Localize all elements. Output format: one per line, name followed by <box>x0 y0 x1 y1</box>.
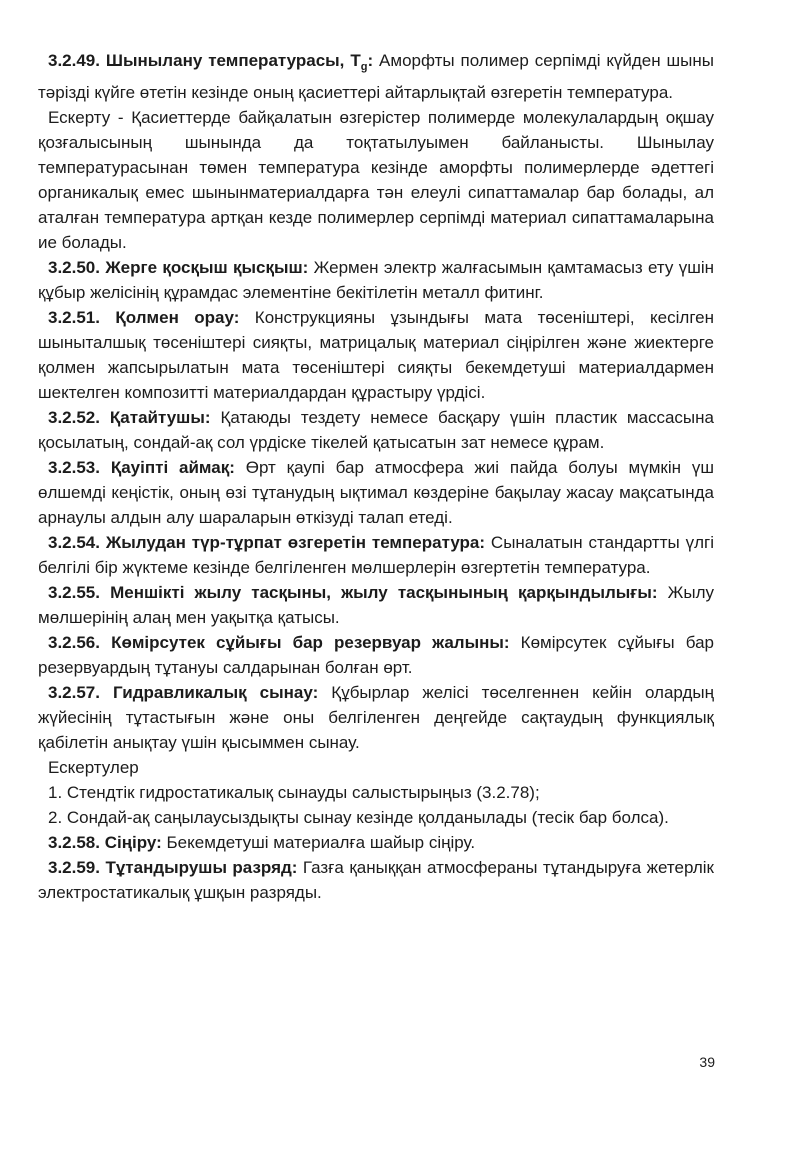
entry-term: Меншікті жылу тасқыны, жылу тасқынының қарқындылығы: <box>110 583 658 602</box>
entry-definition: Өрт қаупі бар атмосфера жиі пайда болуы мүмкін үш өлшемді кеңістік, оның өзі тұтанудың ықтимал көздеріне бақылау жасау мақсатында арнаулы алдын алу шараларын өткізуді талап етеді. <box>38 458 714 527</box>
entry-term: Тұтандырушы разряд: <box>105 858 298 877</box>
entry-3-2-53 <box>38 455 714 530</box>
entry-3-2-49 <box>38 48 714 105</box>
note-item-1 <box>38 780 714 805</box>
entry-3-2-55 <box>38 580 714 630</box>
entry-3-2-59 <box>38 855 714 905</box>
note-text: Ескертулер <box>48 758 139 777</box>
entry-number: 3.2.58. <box>48 833 100 852</box>
entry-3-2-51 <box>38 305 714 405</box>
document-body <box>38 48 714 905</box>
entry-definition: Аморфты полимер серпімді күйден шыны тәрізді күйге өтетін кезінде оның қасиеттері айтарлықтай өзгеретін температура. <box>38 51 714 102</box>
entry-number: 3.2.56. <box>48 633 100 652</box>
entry-3-2-57 <box>38 680 714 755</box>
entry-3-2-52 <box>38 405 714 455</box>
entry-definition: Жылу мөлшерінің алаң мен уақытқа қатысы. <box>38 583 714 627</box>
entry-number: 3.2.51. <box>48 308 100 327</box>
entry-term: Сіңіру: <box>104 833 162 852</box>
entry-definition: Конструкцияны ұзындығы мата төсеніштері, кесілген шыныталшық төсеніштері сияқты, матрицалық материал сіңірілген және жиектерге қолмен жапсырылатын мата төсеніштері сияқты бекемдетуші материалдармен шектелген композитті материалдардан құрастыру үрдісі. <box>38 308 714 402</box>
entry-term: Гидравликалық сынау: <box>113 683 319 702</box>
entry-3-2-54 <box>38 530 714 580</box>
note-text: 1. Стендтік гидростатикалық сынауды салыстырыңыз (3.2.78); <box>48 783 540 802</box>
entry-definition: Жермен электр жалғасымын қамтамасыз ету үшін құбыр желісінің құрамдас элементіне бекітілетін металл фитинг. <box>38 258 714 302</box>
entry-3-2-56 <box>38 630 714 680</box>
entry-definition: Құбырлар желісі төселгеннен кейін олардың жүйесінің тұтастығын және оны белгіленген деңгейде сақтаудың функциялық қабілетін анықтау үшін қысыммен сынау. <box>38 683 714 752</box>
entry-definition: Газға қаныққан атмосфераны тұтандыруға жетерлік электростатикалық ұшқын разряды. <box>38 858 714 902</box>
entry-number: 3.2.55. <box>48 583 100 602</box>
note-text: 2. Сондай-ақ саңылаусыздықты сынау кезінде қолданылады (тесік бар болса). <box>48 808 669 827</box>
entry-term: Жылудан түр-тұрпат өзгеретін температура: <box>105 533 486 552</box>
entry-3-2-50 <box>38 255 714 305</box>
entry-number: 3.2.52. <box>48 408 100 427</box>
entry-number: 3.2.57. <box>48 683 100 702</box>
entry-term: Жерге қосқыш қысқыш: <box>105 258 309 277</box>
entry-note <box>38 105 714 255</box>
entry-number: 3.2.50. <box>48 258 100 277</box>
entry-number: 3.2.59. <box>48 858 100 877</box>
entry-number: 3.2.53. <box>48 458 100 477</box>
entry-term: Қолмен орау: <box>115 308 240 327</box>
note-item-2 <box>38 805 714 830</box>
entry-term: Қауіпті аймақ: <box>110 458 235 477</box>
entry-term: Қатайтушы: <box>109 408 211 427</box>
entry-3-2-58 <box>38 830 714 855</box>
entry-definition: Бекемдетуші материалға шайыр сіңіру. <box>161 833 476 852</box>
entry-number: 3.2.49. <box>48 51 100 70</box>
page-number: 39 <box>699 1054 715 1070</box>
entry-term-suffix: : <box>367 51 374 70</box>
entry-term: Шынылану температурасы, T <box>105 51 361 70</box>
entry-definition: Сыналатын стандартты үлгі белгілі бір жүктеме кезінде белгіленген мөлшерлерін өзгертетін температура. <box>38 533 714 577</box>
term-subscript: g <box>360 61 368 73</box>
entry-definition: Қатаюды тездету немесе басқару үшін пластик массасына қосылатың, сондай-ақ сол үрдіске тікелей қатысатын зат немесе құрам. <box>38 408 714 452</box>
notes-heading <box>38 755 714 780</box>
entry-term: Көмірсутек сұйығы бар резервуар жалыны: <box>111 633 510 652</box>
entry-definition: Көмірсутек сұйығы бар резервуардың тұтануы салдарынан болған өрт. <box>38 633 714 677</box>
entry-number: 3.2.54. <box>48 533 100 552</box>
note-text: Ескерту - Қасиеттерде байқалатын өзгерістер полимерде молекулалардың оқшау қозғалысының шынында да тоқтатылуымен байланысты. Шынылау температурасынан төмен температура кезінде аморфты полимерлерде әдеттегі органикалық емес шынынматериалдарға тән елеулі сипаттамалар бар болады, ал аталған температура артқан кезде полимерлер серпімді материал сипаттамаларына ие болады. <box>38 108 714 252</box>
